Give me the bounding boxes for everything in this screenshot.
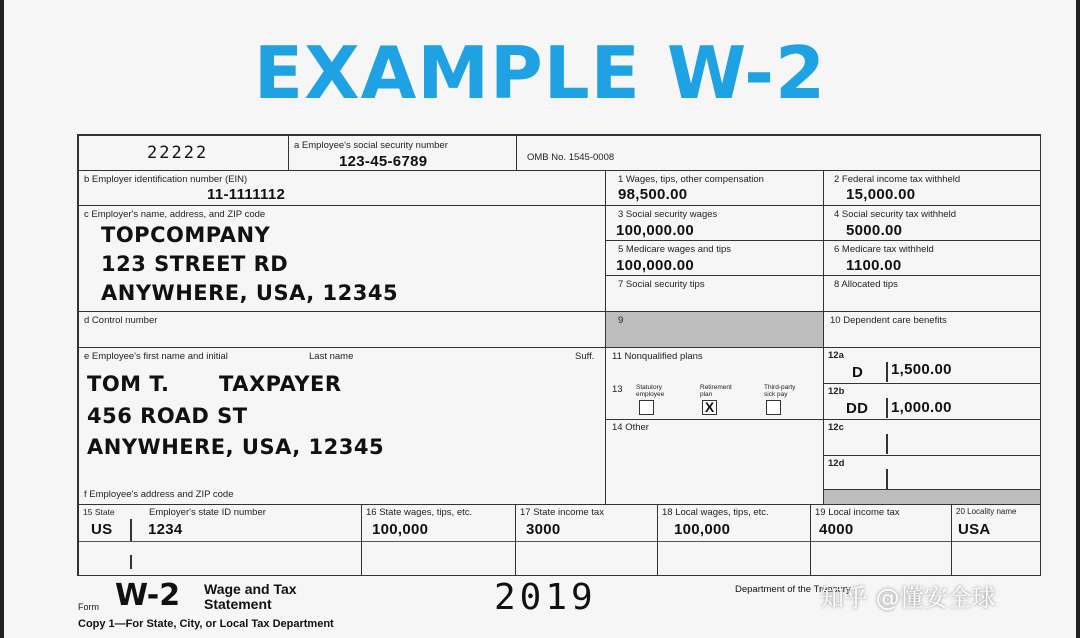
page-title: EXAMPLE W-2 <box>253 31 827 115</box>
box-2-label: 2 Federal income tax withheld <box>834 174 961 185</box>
omb-box <box>517 136 1041 171</box>
box-14-label: 14 Other <box>612 422 649 433</box>
employee-first-label: e Employee's first name and initial <box>84 351 228 362</box>
box-19-separator <box>811 541 951 542</box>
box-12d-divider <box>886 469 888 489</box>
box-10 <box>824 312 1041 348</box>
employee-city: ANYWHERE, USA, 12345 <box>87 435 385 459</box>
form-name: W-2 <box>115 578 181 613</box>
box-12c-divider <box>886 434 888 454</box>
box-9-label: 9 <box>618 315 624 326</box>
box-14 <box>606 420 824 505</box>
box-13 <box>606 384 824 420</box>
treasury-department: Department of the Treasury <box>735 584 851 595</box>
box-20-value: USA <box>958 521 991 538</box>
box-19-value: 4000 <box>819 521 854 538</box>
box-3 <box>606 206 824 241</box>
ein-value: 11-1111112 <box>207 186 286 203</box>
box-12a-code: D <box>852 364 864 381</box>
box-17-separator <box>516 541 657 542</box>
box-16-separator <box>362 541 515 542</box>
box-20-label: 20 Locality name <box>956 507 1017 516</box>
box-3-value: 100,000.00 <box>616 222 695 239</box>
box-b-ein <box>79 171 606 206</box>
box-d-control <box>79 312 606 348</box>
statutory-employee-checkbox[interactable] <box>639 400 654 415</box>
box-18-value: 100,000 <box>674 521 731 538</box>
statement-line-2: Statement <box>204 596 272 612</box>
ein-label: b Employer identification number (EIN) <box>84 174 248 185</box>
retirement-plan-label: Retirement plan <box>700 384 732 398</box>
box-1 <box>606 171 824 206</box>
tax-year: 2019 <box>494 577 597 618</box>
box-12b-code: DD <box>846 400 869 417</box>
third-party-sick-pay-label: Third-party sick pay <box>764 384 796 398</box>
employee-last-name: TAXPAYER <box>219 372 342 396</box>
box-17-value: 3000 <box>526 521 561 538</box>
box-8-label: 8 Allocated tips <box>834 279 898 290</box>
employer-label: c Employer's name, address, and ZIP code <box>84 209 266 220</box>
employee-suffix-label: Suff. <box>575 351 595 362</box>
box-17 <box>516 505 658 576</box>
box-6-label: 6 Medicare tax withheld <box>834 244 934 255</box>
box-9 <box>606 312 824 348</box>
watermark: 知乎 @懂安全球 <box>820 584 996 612</box>
box-12-shaded <box>824 490 1041 505</box>
box-18-label: 18 Local wages, tips, etc. <box>662 507 769 518</box>
statement-title <box>204 582 297 612</box>
box-12d <box>824 456 1041 490</box>
employee-address-label: f Employee's address and ZIP code <box>84 489 234 500</box>
box-17-label: 17 State income tax <box>520 507 604 518</box>
box-8 <box>824 276 1041 312</box>
box-2 <box>824 171 1041 206</box>
box-6 <box>824 241 1041 276</box>
box-1-value: 98,500.00 <box>618 186 688 203</box>
box-12b-label: 12b <box>828 386 845 397</box>
box-12a-divider <box>886 362 888 382</box>
copy-designation: Copy 1—For State, City, or Local Tax Department <box>78 618 334 630</box>
state-id-value: 1234 <box>148 521 183 538</box>
box-19 <box>811 505 952 576</box>
box-10-label: 10 Dependent care benefits <box>830 315 947 326</box>
box-18-separator <box>658 541 810 542</box>
control-number-label: d Control number <box>84 315 158 326</box>
box-1-label: 1 Wages, tips, other compensation <box>618 174 764 185</box>
box-12a-label: 12a <box>828 350 844 361</box>
box-16-label: 16 State wages, tips, etc. <box>366 507 473 518</box>
w2-form <box>77 134 1041 576</box>
box-15-label: 15 State <box>83 507 115 517</box>
omb-number: OMB No. 1545-0008 <box>527 152 615 163</box>
box-5-value: 100,000.00 <box>616 257 695 274</box>
box-12d-label: 12d <box>828 458 845 469</box>
box-2-value: 15,000.00 <box>846 186 916 203</box>
employee-street: 456 ROAD ST <box>87 404 248 428</box>
box-4-value: 5000.00 <box>846 222 903 239</box>
ssn-label: a Employee's social security number <box>294 140 448 151</box>
box-12b <box>824 384 1041 420</box>
state-code: US <box>91 521 113 538</box>
box-4 <box>824 206 1041 241</box>
box-12c-label: 12c <box>828 422 844 433</box>
employee-first-name: TOM T. <box>87 372 170 396</box>
box-19-label: 19 Local income tax <box>815 507 900 518</box>
control-code: 22222 <box>147 143 209 163</box>
state-row-separator <box>79 541 361 542</box>
box-12a <box>824 348 1041 384</box>
box-12a-value: 1,500.00 <box>891 361 952 378</box>
statutory-employee-label: Statutory employee <box>636 384 665 398</box>
box-3-label: 3 Social security wages <box>618 209 718 220</box>
box-16-value: 100,000 <box>372 521 429 538</box>
employer-city: ANYWHERE, USA, 12345 <box>101 281 399 305</box>
box-4-label: 4 Social security tax withheld <box>834 209 956 220</box>
box-13-label: 13 <box>612 384 623 395</box>
employee-last-label: Last name <box>309 351 354 362</box>
retirement-plan-checkbox[interactable]: X <box>702 400 717 415</box>
box-7-label: 7 Social security tips <box>618 279 705 290</box>
box-18 <box>658 505 811 576</box>
box-12b-divider <box>886 398 888 418</box>
employer-name: TOPCOMPANY <box>101 223 271 247</box>
box-20 <box>952 505 1041 576</box>
box-11 <box>606 348 824 384</box>
box-e-employee <box>79 348 606 505</box>
box-12c <box>824 420 1041 456</box>
control-code-box <box>79 136 289 171</box>
employer-street: 123 STREET RD <box>101 252 289 276</box>
form-word: Form <box>78 602 99 612</box>
box-16 <box>362 505 516 576</box>
ssn-value: 123-45-6789 <box>339 153 428 170</box>
box-6-value: 1100.00 <box>846 257 902 274</box>
box-c-employer <box>79 206 606 312</box>
statement-line-1: Wage and Tax <box>204 581 297 597</box>
box-7 <box>606 276 824 312</box>
state-divider-lower <box>130 555 132 569</box>
state-divider <box>130 519 132 541</box>
box-5 <box>606 241 824 276</box>
box-11-label: 11 Nonqualified plans <box>612 351 703 362</box>
box-12b-value: 1,000.00 <box>891 399 952 416</box>
third-party-sick-pay-checkbox[interactable] <box>766 400 781 415</box>
state-id-label: Employer's state ID number <box>149 507 266 518</box>
box-5-label: 5 Medicare wages and tips <box>618 244 732 255</box>
box-a-ssn <box>289 136 517 171</box>
box-20-separator <box>952 541 1040 542</box>
box-15 <box>79 505 362 576</box>
